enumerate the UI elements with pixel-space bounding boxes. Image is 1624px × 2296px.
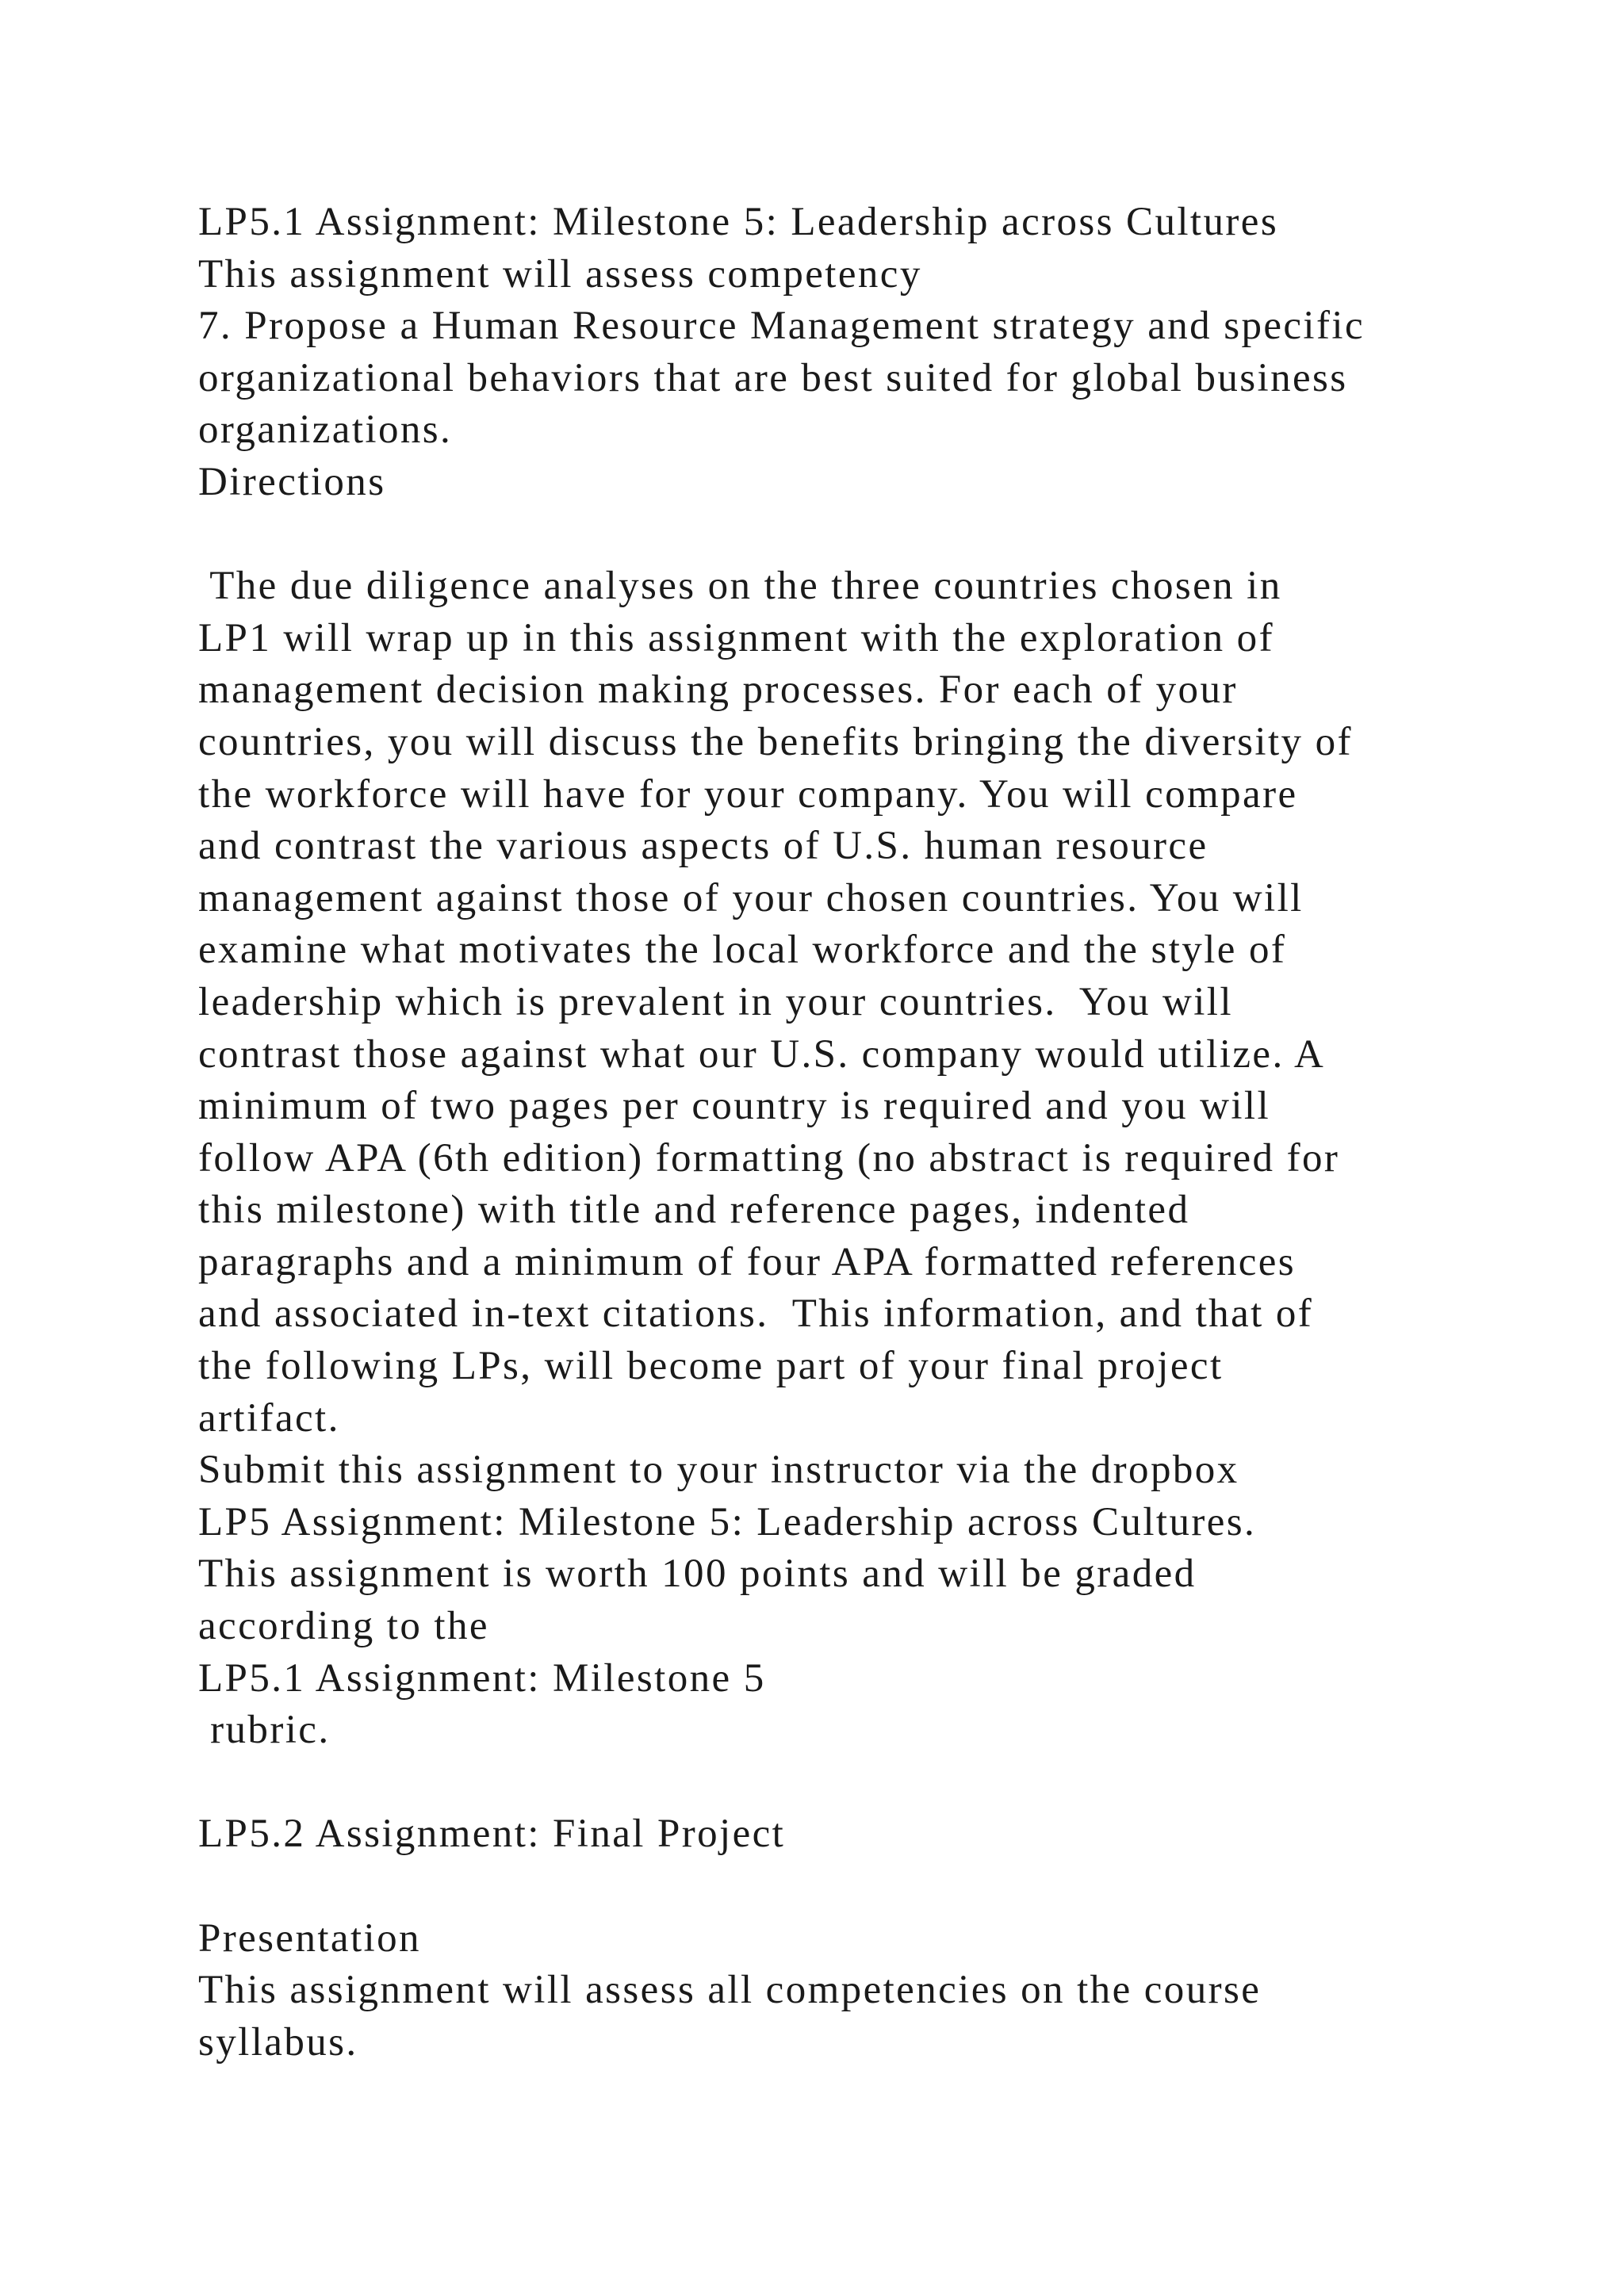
text-line: examine what motivates the local workforce and the style of [198, 928, 1287, 973]
blank-line [198, 1861, 1530, 1913]
text-line: contrast those against what our U.S. company would utilize. A [198, 1031, 1326, 1077]
blank-line [198, 1757, 1530, 1809]
text-line: management against those of your chosen countries. You will [198, 875, 1304, 920]
text-line: according to the [198, 1604, 489, 1649]
section-heading-directions: Directions [198, 459, 386, 504]
text-line: This assignment will assess all competencies on the course [198, 1968, 1262, 2013]
text-line: LP1 will wrap up in this assignment with the exploration of [198, 615, 1274, 660]
text-line: This assignment is worth 100 points and will be graded [198, 1552, 1197, 1597]
text-line: syllabus. [198, 2019, 358, 2064]
text-line: the following LPs, will become part of your final project [198, 1344, 1224, 1389]
text-line: the workforce will have for your company. You will compare [198, 771, 1298, 817]
text-line: Submit this assignment to your instructor via the dropbox [198, 1448, 1239, 1493]
text-line: management decision making processes. For each of your [198, 668, 1238, 713]
text-line: artifact. [198, 1395, 340, 1441]
document-title-line: LP5.1 Assignment: Milestone 5: Leadership across Cultures [198, 200, 1279, 244]
text-line: organizations. [198, 408, 453, 453]
text-line: organizational behaviors that are best suited for global business [198, 355, 1348, 400]
section-heading-final-project: LP5.2 Assignment: Final Project [198, 1812, 786, 1857]
text-line: leadership which is prevalent in your countries. You will [198, 979, 1233, 1024]
text-line: this milestone) with title and reference pages, indented [198, 1188, 1190, 1233]
text-line: and contrast the various aspects of U.S. human resource [198, 824, 1208, 869]
text-line: LP5 Assignment: Milestone 5: Leadership across Cultures. [198, 1499, 1257, 1544]
text-line: The due diligence analyses on the three countries chosen in [198, 564, 1282, 609]
text-line: rubric. [198, 1708, 331, 1753]
text-line: countries, you will discuss the benefits bringing the diversity of [198, 719, 1353, 764]
document-body [198, 197, 1530, 2068]
text-line: Presentation [198, 1915, 421, 1961]
text-line: follow APA (6th edition) formatting (no abstract is required for [198, 1135, 1340, 1181]
text-line: This assignment will assess competency [198, 251, 922, 297]
text-line: and associated in-text citations. This information, and that of [198, 1292, 1314, 1337]
text-line: LP5.1 Assignment: Milestone 5 [198, 1655, 766, 1701]
text-line: paragraphs and a minimum of four APA formatted references [198, 1239, 1297, 1284]
text-line: minimum of two pages per country is required and you will [198, 1084, 1271, 1129]
blank-line [198, 509, 1530, 561]
text-line: 7. Propose a Human Resource Management strategy and specific [198, 304, 1365, 349]
